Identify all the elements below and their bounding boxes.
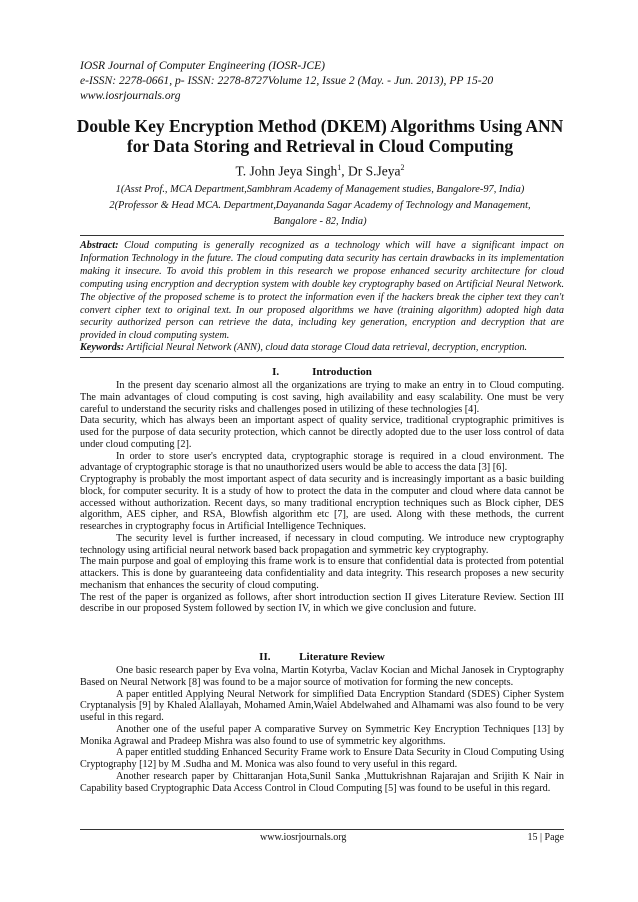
abstract-bottom-rule — [80, 357, 564, 358]
paragraph: The main purpose and goal of employing this frame work is to ensure that confidential data is protected from potential attackers. This is done by guaranteeing data confidentiality and data integrity. This research proposes a new security mechanism that enhances the security of cloud computing. — [80, 556, 564, 591]
affiliations — [70, 182, 570, 230]
section-heading-literature-review — [80, 651, 564, 663]
paragraph: In order to store user's encrypted data, cryptographic storage is required in a cloud environment. The advantage of cryptographic storage is that no unauthorized users would be able to access the data [3] [6]. — [80, 450, 564, 474]
abstract-text: Cloud computing is generally recognized as a technology which will have a significant impact on Information Technology in the future. The cloud computing data security has certain drawbacks in its implementation making it insecure. To avoid this problem in this research we propose enhanced security architecture for cloud computing using encryption and decryption system with double key cryptography based on Artificial Neural Network. The objective of the proposed scheme is to protect the information even if the hackers break the cipher text they can't convert cipher text to original text. In our proposed algorithms we have (training algorithm) adopted high data security authorized person can retrieve the data, including key generation, encryption and decryption that are provided in cloud computing system. — [80, 240, 564, 342]
paragraph: Cryptography is probably the most important aspect of data security and is increasingly important as a basic building block, for computer security. It is a study of how to protect the data in the computer and cloud where data cannot be accessed without authorization. Recent days, so many traditional encryption techniques such as Block cipher, DES algorithm, AES cipher, and RSA, Blowfish algorithm etc [7], are used. Along with these methods, the current researches in cryptography focus in Artificial Intelligence Techniques. — [80, 474, 564, 532]
page-number: 15 | Page — [527, 832, 564, 843]
abstract-label: Abstract: — [80, 240, 119, 251]
section-number: II. — [259, 651, 271, 663]
paragraph: The rest of the paper is organized as follows, after short introduction section II gives Literature Review. Section III describe in our proposed System followed by section IV, in which we give conclusion and future. — [80, 591, 564, 615]
author-2: Dr S.Jeya — [348, 163, 401, 179]
paper-title: Double Key Encryption Method (DKEM) Algorithms Using ANN for Data Storing and Retrieval in Cloud Computing — [76, 116, 564, 156]
introduction-body — [80, 380, 564, 615]
section-title: Literature Review — [299, 651, 385, 663]
keywords-label: Keywords: — [80, 342, 125, 353]
paragraph: In the present day scenario almost all the organizations are trying to make an entry in to Cloud computing. The main advantages of cloud computing is cost saving, high availability and easy scalability. One must be very careful to understand the security risks and challenges posed in utilizing of these technologies [4]. — [80, 380, 564, 415]
affiliation-1: 1(Asst Prof., MCA Department,Sambhram Academy of Management studies, Bangalore-97, India) — [115, 184, 525, 195]
authors — [70, 163, 570, 180]
paragraph: Data security, which has always been an important aspect of quality service, traditional cryptographic primitives is used for the purpose of data security protection, which cannot be directly adopted due to the user loss control of data under cloud computing [2]. — [80, 415, 564, 450]
author-separator: , — [341, 163, 348, 179]
literature-review-body — [80, 665, 564, 794]
section-heading-introduction — [80, 366, 564, 378]
section-title: Introduction — [312, 366, 372, 378]
paragraph: One basic research paper by Eva volna, Martin Kotyrba, Vaclav Kocian and Michal Janosek in Cryptography Based on Neural Network [8] was found to be a major source of motivation for forming the new concepts. — [80, 665, 564, 688]
author-2-affil-mark: 2 — [400, 163, 405, 172]
journal-url: www.iosrjournals.org — [80, 89, 181, 102]
affiliation-2-cont: Bangalore - 82, India) — [273, 216, 367, 227]
keywords — [80, 342, 564, 355]
journal-issn: e-ISSN: 2278-0661, p- ISSN: 2278-8727Volume 12, Issue 2 (May. - Jun. 2013), PP 15-20 — [80, 74, 494, 87]
author-1-affil-mark: 1 — [337, 163, 342, 172]
paragraph: A paper entitled studding Enhanced Security Frame work to Ensure Data Security in Cloud Computing Using Cryptography [12] by M .Sudha and M. Monica was also found to very useful in this regard. — [80, 747, 564, 770]
footer-url: www.iosrjournals.org — [260, 832, 347, 843]
paragraph: Another research paper by Chittaranjan Hota,Sunil Sanka ,Muttukrishnan Rajarajan and Srijith K Nair in Capability based Cryptographic Data Access Control in Cloud Computing [5] was found to be useful in this regard. — [80, 770, 564, 794]
paragraph: Another one of the useful paper A comparative Survey on Symmetric Key Encryption Techniques [13] by Monika Agrawal and Pradeep Mishra was also found to use of symmetric key algorithms. — [80, 723, 564, 747]
paragraph: The security level is further increased, if necessary in cloud computing. We introduce new cryptography technology using artificial neural network based back propagation and symmetric key cryptography. — [80, 532, 564, 556]
journal-name: IOSR Journal of Computer Engineering (IOSR-JCE) — [80, 59, 326, 72]
page-footer — [80, 829, 564, 844]
keywords-text: Artificial Neural Network (ANN), cloud data storage Cloud data retrieval, decryption, encryption. — [124, 342, 528, 353]
journal-header — [80, 58, 560, 103]
abstract-top-rule — [80, 235, 564, 236]
paragraph: A paper entitled Applying Neural Network for simplified Data Encryption Standard (SDES) Cipher System Cryptanalysis [9] by Khaled Alallayah, Mohamed Amin,Waiel Abdelwahed and Alhamami was also found to be very useful in this regard. — [80, 688, 564, 723]
author-1: T. John Jeya Singh — [235, 163, 338, 179]
section-number: I. — [272, 366, 280, 378]
affiliation-2: 2(Professor & Head MCA. Department,Dayananda Sagar Academy of Technology and Management, — [109, 200, 531, 211]
abstract — [80, 240, 564, 343]
